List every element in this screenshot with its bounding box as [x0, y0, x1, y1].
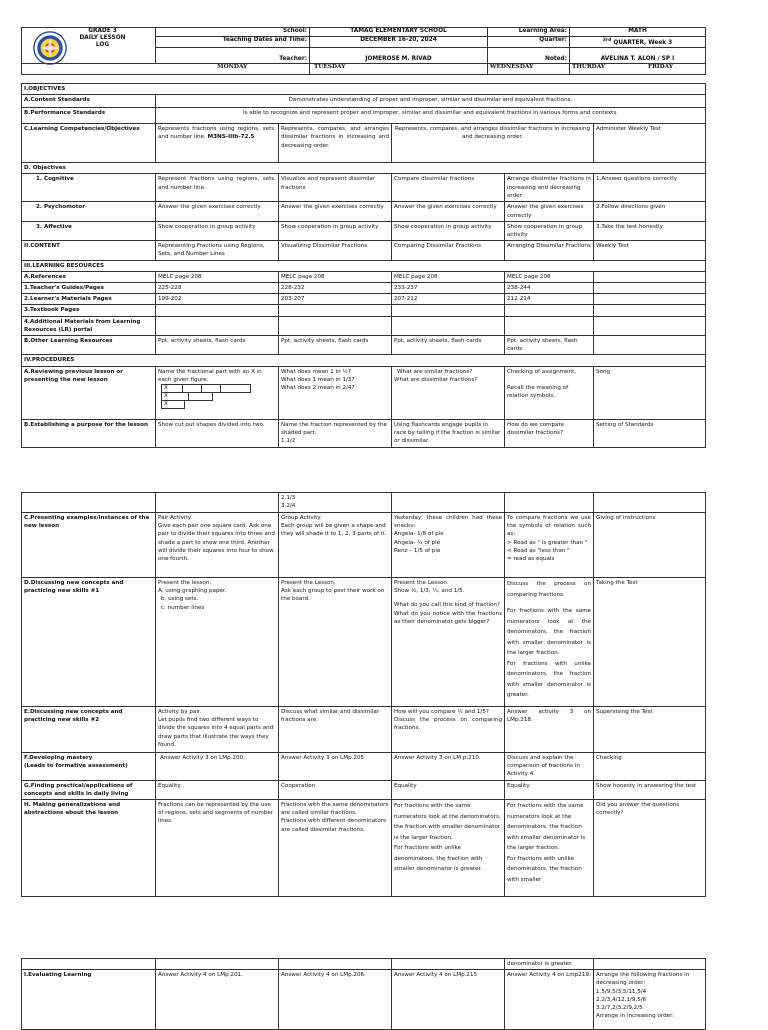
paragraph: c. number lines — [161, 604, 205, 611]
discussing-1-friday: Taking the Test — [594, 578, 706, 707]
developing-mastery-tuesday: Answer Activity 3 on LMp.205 — [279, 753, 392, 781]
discussing-2-label: E.Discussing new concepts and practicing new skills #2 — [22, 707, 156, 753]
paragraph: Present the Lesson — [394, 580, 447, 586]
discussing-2-thursday: Answer activity 3 on LMp.218. — [505, 707, 594, 753]
textbook-pages-label: 3.Textbook Pages — [22, 305, 156, 316]
lesson-table-1 — [21, 83, 706, 448]
competencies-friday: Administer Weekly Test — [594, 124, 706, 163]
shaded-part-mark: X — [162, 393, 189, 400]
paragraph: Yesterday, these children had these snacks: — [394, 515, 502, 530]
paragraph: Angela- ¾ of pie — [394, 539, 441, 546]
generalizations-thursday — [505, 800, 594, 897]
discussing-1-label: D.Discussing new concepts and practicing new skills #1 — [22, 578, 156, 707]
presenting-examples-thursday — [505, 513, 594, 578]
paragraph: = read as equals — [507, 556, 555, 563]
establishing-purpose-tuesday-cont — [279, 493, 392, 513]
paragraph: b. using sets. — [161, 596, 199, 603]
teacher-label: Teacher: — [156, 47, 310, 63]
reviewing-tuesday-line: What does 1 mean in 1/3? — [281, 376, 355, 383]
content-standards-label: A.Content Standards — [22, 95, 156, 108]
other-resources-tuesday: Ppt, activity sheets, flash cards — [279, 336, 392, 355]
evaluating-learning-tuesday: Answer Activity 4 on LMp.206. — [279, 970, 392, 1030]
title-line-2: LOG — [95, 42, 110, 48]
finding-applications-wednesday: Equality — [392, 780, 505, 799]
generalizations-monday: Fractions can be represented by the use of regions, sets and segments of number lines. — [156, 800, 279, 897]
paragraph: Each group will be given a shape and they will shade it to 1, 2, 3 parts of it. — [281, 523, 387, 538]
affective-wednesday: Show cooperation in group activity — [392, 221, 505, 240]
reviewing-tuesday-line: What does mean 1 in ½? — [281, 368, 351, 375]
finding-applications-friday: Show honesty in answering the test — [594, 780, 706, 799]
paragraph: > Read as " is greater than " — [507, 539, 588, 546]
paragraph: Group Activity. — [281, 515, 322, 521]
dates-value: DECEMBER 16-20, 2024 — [310, 37, 488, 48]
paragraph: Present the lesson. — [158, 580, 212, 586]
header-table — [21, 27, 706, 75]
reviewing-tuesday-line: What does 2 mean in 2/4? — [281, 385, 355, 392]
content-friday: Weekly Test — [594, 241, 706, 260]
quarter-ordinal: 3rd — [602, 38, 612, 43]
competency-code: M3NS-IIIb-72.5 — [207, 134, 255, 141]
psychomotor-monday: Answer the given exercises correctly — [156, 202, 279, 221]
teachers-guide-thursday: 238-244 — [505, 283, 594, 294]
references-friday — [594, 271, 706, 282]
day-thursday-friday — [570, 63, 706, 74]
generalizations-friday: Did you answer the questions correctly? — [594, 800, 706, 897]
affective-label: 3. Affective — [22, 221, 156, 240]
school-label: School: — [156, 28, 310, 37]
discussing-2-monday — [156, 707, 279, 753]
learners-materials-label: 2.Learner's Materials Pages — [22, 294, 156, 305]
affective-monday: Show cooperation in group activity — [156, 221, 279, 240]
paragraph: Show ½, 1/3, ¼, and 1/5. — [394, 588, 465, 595]
generalizations-thursday-cont: denominator is greater. — [505, 959, 594, 970]
teacher-value: JOMEROSE M. RIVAD — [310, 47, 488, 63]
paragraph: 3.2/7,2/3,2/9,2/5 — [596, 1005, 643, 1012]
affective-friday: 3.Take the test honestly — [594, 221, 706, 240]
developing-mastery-wednesday: Answer Activity 3 on LM p.210. — [392, 753, 505, 781]
content-thursday: Arranging Dissimilar Fractions — [505, 241, 594, 260]
establishing-purpose-friday: Setting of Standards — [594, 419, 706, 447]
evaluating-learning-wednesday: Answer Activity 4 on LMp.215 — [392, 970, 505, 1030]
day-monday: MONDAY — [156, 63, 310, 74]
references-thursday: MELC page 208 — [505, 271, 594, 282]
content-label: II.CONTENT — [22, 241, 156, 260]
references-tuesday: MELC page 208 — [279, 271, 392, 282]
finding-applications-label: G.Finding practical/applications of concepts and skills in daily living — [22, 780, 156, 799]
content-standards-text: Demonstrates understanding of proper and improper, similar and dissimilar and equivalent fractions. — [156, 95, 706, 108]
discussing-2-tuesday: Discuss what similar and dissimilar fractions are. — [279, 707, 392, 753]
establishing-purpose-tuesday — [279, 419, 392, 447]
quarter-value — [570, 37, 706, 48]
noted-label: Noted: — [488, 47, 570, 63]
paragraph: 2.2/3,4/12,1/9,5/6 — [596, 996, 647, 1003]
generalizations-label: H. Making generalizations and abstractions about the lesson — [22, 800, 156, 897]
paragraph: Activity by pair. — [158, 709, 202, 715]
cognitive-wednesday: Compare dissimilar fractions — [392, 174, 505, 202]
finding-applications-tuesday: Cooperation — [279, 780, 392, 799]
dates-label: Teaching Dates and Time: — [156, 37, 310, 48]
paragraph: A. using graphing paper. — [158, 588, 227, 595]
establishing-purpose-tuesday-item: 1.1/2 — [281, 438, 296, 445]
discussing-2-wednesday — [392, 707, 505, 753]
paragraph: < Read as "less than " — [507, 547, 570, 554]
cognitive-friday: 1.Answer questions correctly — [594, 174, 706, 202]
paragraph: Discuss the process on comparing fractions. — [394, 717, 502, 732]
objectives-heading: I.OBJECTIVES — [22, 84, 706, 95]
learning-area-value: MATH — [570, 28, 706, 37]
content-monday: Representing Fractions using Regions, Sets, and Number Lines — [156, 241, 279, 260]
paragraph: 1.5/9,5/3,5/11,5/4 — [596, 988, 647, 995]
d-objectives-heading: D. Objectives — [22, 163, 706, 174]
learners-materials-monday: 199-202 — [156, 294, 279, 305]
fraction-bar — [161, 401, 185, 409]
establishing-purpose-wednesday: Using flashcards engage pupils in race by telling if the fraction is similar or dissimilar. — [392, 419, 505, 447]
affective-thursday: Show cooperation in group activity — [505, 221, 594, 240]
references-monday: MELC page 208 — [156, 271, 279, 282]
cognitive-tuesday: Visualize and represent dissimilar fractions — [279, 174, 392, 202]
grade-label: GRADE 3 — [88, 28, 117, 34]
teachers-guide-label: 1.Teacher's Guides/Pages — [22, 283, 156, 294]
developing-mastery-label — [22, 753, 156, 781]
noted-value: AVELINA T. ALON / SP I — [570, 47, 706, 63]
other-resources-thursday: Ppt, activity sheets, flash cards — [505, 336, 594, 355]
paragraph: What do you notice with the fractions as their denominator gets bigger? — [394, 610, 502, 625]
paragraph: Let pupils find two different ways to divide the squares into 4 equal parts and draw parts that illustrate the ways they found. — [158, 717, 274, 748]
establishing-purpose-label: B.Establishing a purpose for the lesson — [22, 419, 156, 447]
paragraph: For fractions with unlike denominators, the fraction with smaller denominator is greater. — [507, 660, 591, 698]
competencies-wed-thu: Represents, compares, and arranges dissimilar fractions in increasing and decreasing order. — [392, 124, 594, 163]
day-thursday: THURDAY — [572, 63, 606, 70]
paragraph: Fractions with the same denominators are called similar fractions. — [281, 802, 389, 817]
shaded-part-mark: X — [162, 385, 183, 392]
paragraph: Present the Lesson. — [281, 580, 336, 586]
paragraph: For fractions with the same numerators look at the denominators, the fraction with smaller denominator is the larger fraction. — [507, 608, 591, 656]
label-line: (Leads to formative assessment) — [24, 763, 128, 770]
quarter-label: Quarter: — [488, 37, 570, 48]
other-resources-wednesday: Ppt, activity sheets, flash cards — [392, 336, 505, 355]
content-wednesday: Comparing Dissimilar Fractions — [392, 241, 505, 260]
day-friday: FRIDAY — [647, 63, 673, 70]
learners-materials-friday — [594, 294, 706, 305]
reviewing-tuesday — [279, 366, 392, 419]
establishing-purpose-tuesday-text: Name the fraction represented by the shaded part. — [281, 421, 387, 436]
shaded-part-mark: X — [164, 401, 168, 408]
paragraph: Fractions with different denominators are called dissimilar fractions. — [281, 818, 386, 833]
competencies-monday — [156, 124, 279, 163]
presenting-examples-monday — [156, 513, 279, 578]
paragraph: Angela- 1/8 of pie — [394, 531, 444, 538]
presenting-examples-tuesday — [279, 513, 392, 578]
reviewing-monday-text: Name the fractional part with an X in each given figure. — [158, 368, 262, 383]
affective-tuesday: Show cooperation in group activity — [279, 221, 392, 240]
presenting-examples-friday: Giving of instructions — [594, 513, 706, 578]
reviewing-wednesday-line: What are similar fractions? — [397, 368, 473, 375]
teachers-guide-monday: 225-228 — [156, 283, 279, 294]
reviewing-thursday — [505, 366, 594, 419]
other-resources-label: B.Other Learning Resources — [22, 336, 156, 355]
paragraph: For fractions with unlike denominators, the fraction with smaller denominator is greater. — [394, 845, 483, 873]
cognitive-thursday: Arrange dissimilar fractions in increasing and decreasing order — [505, 174, 594, 202]
reviewing-label: A.Reviewing previous lesson or presenting the new lesson — [22, 366, 156, 419]
paragraph: Ask each group to post their work on the board. — [281, 588, 385, 603]
psychomotor-thursday: Answer the given exercises correctly — [505, 202, 594, 221]
paragraph: Pair Activity. — [158, 515, 193, 521]
evaluating-learning-label: I.Evaluating Learning — [22, 970, 156, 1030]
psychomotor-label: 2. Psychomotor — [22, 202, 156, 221]
learners-materials-wednesday: 207-212 — [392, 294, 505, 305]
paragraph: How will you compare ½ and 1/5? — [394, 709, 489, 715]
developing-mastery-thursday: Discuss and explain the comparison of fractions in Activity 4. — [505, 753, 594, 781]
reviewing-thursday-line: Checking of assignment. — [507, 368, 577, 375]
performance-standards-label: B.Performance Standards — [22, 108, 156, 124]
developing-mastery-monday: Answer Activity 3 on LMp.200. — [156, 753, 279, 781]
discussing-1-thursday — [505, 578, 594, 707]
paragraph: What do you call this kind of fraction? — [394, 602, 500, 609]
fraction-bar — [161, 384, 251, 393]
evaluating-learning-monday: Answer Activity 4 on LMp.201. — [156, 970, 279, 1030]
discussing-1-wednesday — [392, 578, 505, 707]
learning-resources-heading: III.LEARNING RESOURCES — [22, 260, 706, 271]
fraction-figures — [161, 384, 276, 409]
learning-area-label: Learning Area: — [488, 28, 570, 37]
presenting-examples-label: C.Presenting examples/instances of the new lesson — [22, 513, 156, 578]
performance-standards-text: Is able to recognize and represent proper and improper, similar and dissimilar and equivalent fractions in various forms and contexts. — [156, 108, 706, 124]
generalizations-wednesday — [392, 800, 505, 897]
other-resources-monday: Ppt, activity sheets, flash cards — [156, 336, 279, 355]
fraction-bar — [161, 393, 213, 401]
cognitive-label: 1. Cognitive — [22, 174, 156, 202]
evaluating-learning-thursday: Answer Activity 4 on Lmp219. — [505, 970, 594, 1030]
paragraph: To compare fractions we use the symbols of relation such as: — [507, 515, 591, 538]
establishing-purpose-monday: Show cut out shapes divided into two. — [156, 419, 279, 447]
cognitive-monday: Represent fractions using regions, sets, and number line. — [156, 174, 279, 202]
continued-item: 2.1/3 — [281, 495, 296, 501]
competencies-tuesday: Represents, compares, and arranges dissimilar fractions in increasing and decreasing order. — [279, 124, 392, 163]
school-value: TAMAG ELEMENTARY SCHOOL — [310, 28, 488, 37]
reviewing-thursday-line: Recall the meaning of relation symbols. — [507, 384, 569, 400]
paragraph: Arrange the following fractions in decreasing order: — [596, 972, 690, 987]
lesson-table-3 — [21, 958, 706, 1030]
discussing-1-monday — [156, 578, 279, 707]
learners-materials-thursday: 212-214 — [505, 294, 594, 305]
developing-mastery-friday: Checking — [594, 753, 706, 781]
reviewing-monday — [156, 366, 279, 419]
continued-item: 3.2/4 — [281, 503, 296, 510]
grade-title — [22, 28, 156, 64]
day-wednesday: WEDNESDAY — [488, 63, 570, 74]
psychomotor-tuesday: Answer the given exercises correctly — [279, 202, 392, 221]
competencies-label: C.Learning Competencies/Objectives — [22, 124, 156, 163]
presenting-examples-wednesday — [392, 513, 505, 578]
psychomotor-wednesday: Answer the given exercises correctly — [392, 202, 505, 221]
title-line-1: DAILY LESSON — [79, 35, 126, 41]
discussing-2-friday: Supervising the Test — [594, 707, 706, 753]
paragraph: Discuss the process on comparing fractions. — [507, 581, 591, 598]
day-tuesday: TUESDAY — [310, 63, 488, 74]
paragraph: For fractions with the same numerators look at the denominators, the fraction with smaller denominator is the larger fraction. — [394, 803, 501, 841]
paragraph: Renz – 1/5 of pie — [394, 547, 441, 554]
competency-text: Represents fractions using regions, sets, and number line. — [158, 126, 276, 141]
reviewing-wednesday-line: What are dissimilar fractions? — [394, 376, 478, 383]
teachers-guide-friday — [594, 283, 706, 294]
teachers-guide-tuesday: 228-232 — [279, 283, 392, 294]
learners-materials-tuesday: 203-207 — [279, 294, 392, 305]
generalizations-tuesday — [279, 800, 392, 897]
reviewing-friday: Song — [594, 366, 706, 419]
references-label: A.References — [22, 271, 156, 282]
lesson-table-2 — [21, 492, 706, 897]
quarter-text: QUARTER, Week 3 — [611, 39, 673, 46]
content-tuesday: Visualizing Dissimilar Fractions — [279, 241, 392, 260]
psychomotor-friday: 2.Follow directions given — [594, 202, 706, 221]
evaluating-learning-friday — [594, 970, 706, 1030]
label-line: F.Developing mastery — [24, 755, 93, 761]
paragraph: Give each pair one square card. Ask one pair to divide their squares into three and shade a part to show one third. Another will divide their squares into four to show one fourth. — [158, 523, 275, 563]
teachers-guide-wednesday: 233-237 — [392, 283, 505, 294]
procedures-heading: IV.PROCEDURES — [22, 355, 706, 366]
references-wednesday: MELC page 208 — [392, 271, 505, 282]
paragraph: For fractions with the same numerators look at the denominators, the fraction with smaller denominator is the larger fraction. — [507, 803, 586, 852]
additional-materials-label: 4.Additional Materials from Learning Resources (LR) portal — [22, 316, 156, 335]
establishing-purpose-thursday: How do we compare dissimilar fractions? — [505, 419, 594, 447]
paragraph: Arrange in increasing order: — [596, 1013, 675, 1020]
discussing-1-tuesday — [279, 578, 392, 707]
reviewing-wednesday — [392, 366, 505, 419]
paragraph: For fractions with unlike denominators, the fraction with smaller — [507, 855, 582, 883]
finding-applications-monday: Equality — [156, 780, 279, 799]
finding-applications-thursday: Equality — [505, 780, 594, 799]
other-resources-friday — [594, 336, 706, 355]
